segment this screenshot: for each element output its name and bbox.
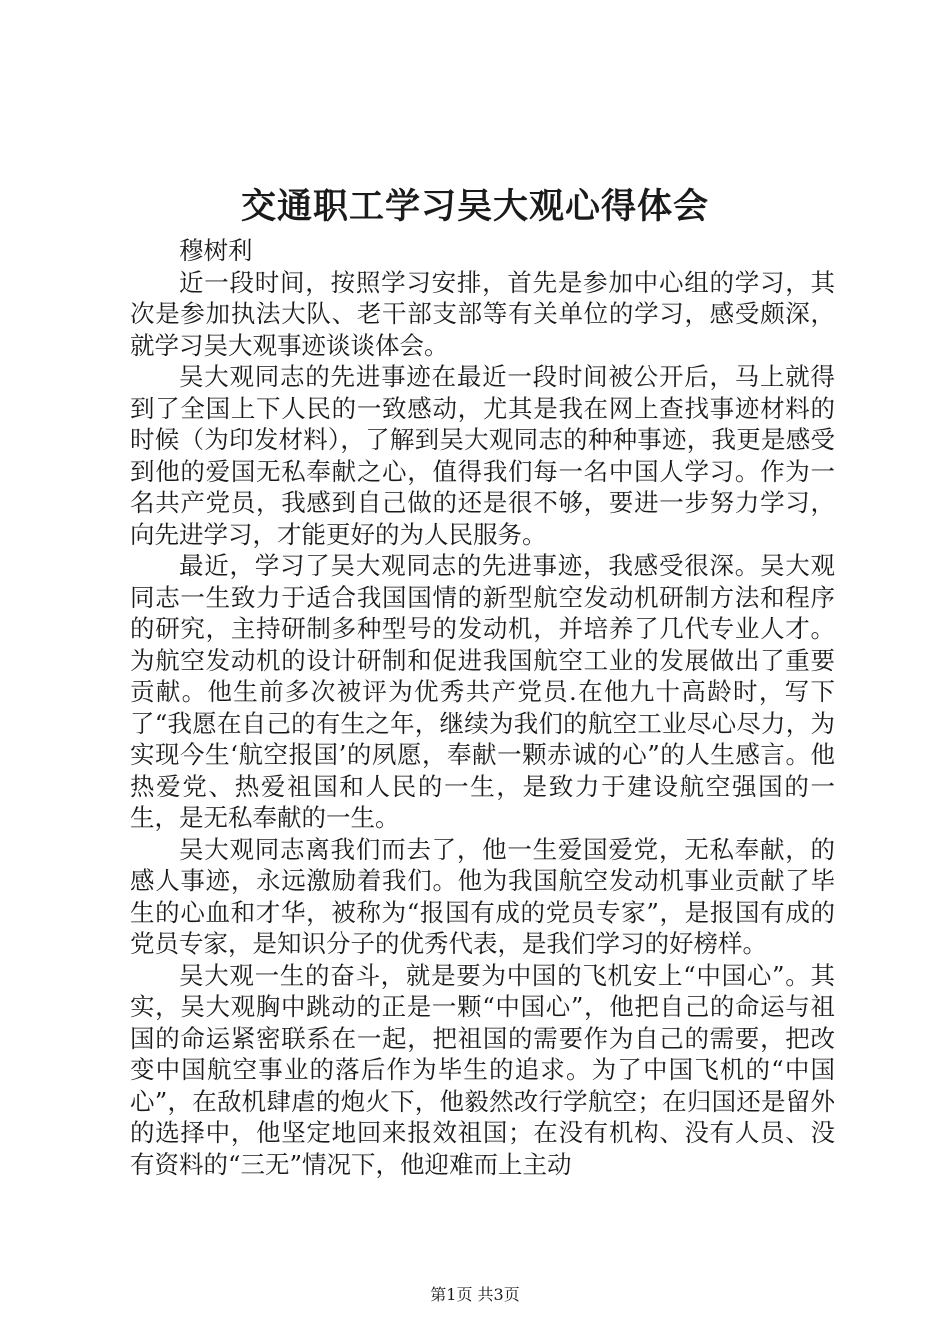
author-name: 穆树利 <box>179 236 253 265</box>
paragraph-5: 吴大观一生的奋斗，就是要为中国的飞机安上“中国心”。其实，吴大观胸中跳动的正是一颗“中国心”，他把自己的命运与祖国的命运紧密联系在一起，把祖国的需要作为自己的需要，把改变中国航空事业的落后作为毕生的追求。为了中国飞机的“中国心”，在敌机肆虐的炮火下，他毅然改行学航空；在归国还是留外的选择中，他坚定地回来报效祖国；在没有机构、没有人员、没有资料的“三无”情况下，他迎难而上主动 <box>130 960 835 1179</box>
paragraph-4: 吴大观同志离我们而去了，他一生爱国爱党，无私奉献，的感人事迹，永远激励着我们。他为我国航空发动机事业贡献了毕生的心血和才华，被称为“报国有成的党员专家”，是报国有成的党员专家，是知识分子的优秀代表，是我们学习的好榜样。 <box>130 834 835 958</box>
document-title: 交通职工学习吴大观心得体会 <box>240 186 709 227</box>
paragraph-3: 最近，学习了吴大观同志的先进事迹，我感受很深。吴大观同志一生致力于适合我国国情的新型航空发动机研制方法和程序的研究，主持研制多种型号的发动机，并培养了几代专业人才。为航空发动机的设计研制和促进我国航空工业的发展做出了重要贡献。他生前多次被评为优秀共产党员.在他九十高龄时，写下了“我愿在自己的有生之年，继续为我们的航空工业尽心尽力，为实现今生‘航空报国’的夙愿，奉献一颗赤诚的心”的人生感言。他热爱党、热爱祖国和人民的一生，是致力于建设航空强国的一生，是无私奉献的一生。 <box>130 551 835 832</box>
paragraph-1: 近一段时间，按照学习安排，首先是参加中心组的学习，其次是参加执法大队、老干部支部等有关单位的学习，感受颇深，就学习吴大观事迹谈谈体会。 <box>130 267 835 360</box>
document-body <box>130 235 835 1180</box>
paragraph-2: 吴大观同志的先进事迹在最近一段时间被公开后，马上就得到了全国上下人民的一致感动，尤其是我在网上查找事迹材料的时候（为印发材料），了解到吴大观同志的种种事迹，我更是感受到他的爱国无私奉献之心，值得我们每一名中国人学习。作为一名共产党员，我感到自己做的还是很不够，要进一步努力学习，向先进学习，才能更好的为人民服务。 <box>130 362 835 549</box>
page-number-footer: 第1页 共3页 <box>430 1285 520 1304</box>
